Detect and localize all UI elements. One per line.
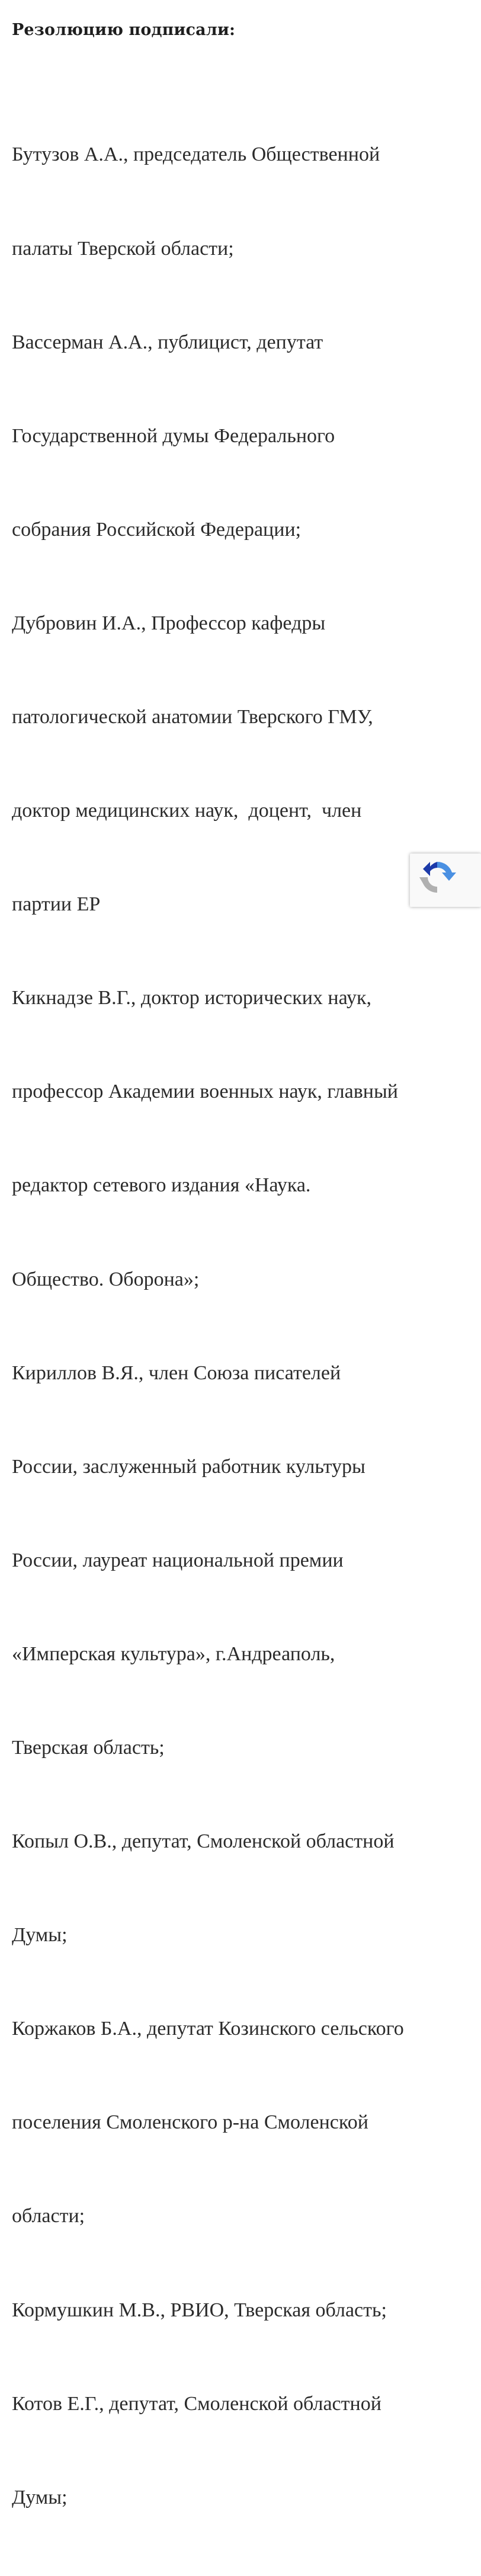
text-line: палаты Тверской области; <box>12 237 234 260</box>
text-line: области; <box>12 2205 85 2227</box>
text-line: профессор Академии военных наук, главный <box>12 1081 398 1103</box>
text-line: Бутузов А.А., председатель Общественной <box>12 143 380 166</box>
text-line: партии ЕР <box>12 893 101 916</box>
text-line: Тверская область; <box>12 1737 165 1759</box>
text-line: Кириллов В.Я., член Союза писателей <box>12 1361 341 1384</box>
text-line: «Имперская культура», г.Андреаполь, <box>12 1642 335 1665</box>
text-line: Кикнадзе В.Г., доктор исторических наук, <box>12 987 372 1009</box>
text-line: Котов Е.Г., депутат, Смоленской областной <box>12 2392 381 2415</box>
text-line: Коржаков Б.А., депутат Козинского сельского <box>12 2018 404 2040</box>
text-line: Общество. Оборона»; <box>12 1268 200 1290</box>
text-line: Думы; <box>12 2486 68 2508</box>
text-line: Думы; <box>12 1924 68 1947</box>
text-line: Вассерман А.А., публицист, депутат <box>12 331 323 353</box>
text-line: собрания Российской Федерации; <box>12 518 302 541</box>
text-line: поселения Смоленского р-на Смоленской <box>12 2111 368 2134</box>
text-line: России, заслуженный работник культуры <box>12 1455 365 1478</box>
text-line: редактор сетевого издания «Наука. <box>12 1174 311 1197</box>
recaptcha-icon <box>415 857 460 899</box>
text-line: Государственной думы Федерального <box>12 424 335 447</box>
signatories-heading: Резолюцию подписали: <box>12 21 236 39</box>
text-line: Копыл О.В., депутат, Смоленской областной <box>12 1830 395 1853</box>
text-line: Кормушкин М.В., РВИО, Тверская область; <box>12 2299 387 2321</box>
text-line: патологической анатомии Тверского ГМУ, <box>12 705 373 728</box>
text-line: доктор медицинских наук, доцент, член <box>12 800 362 822</box>
signatories-list <box>12 77 471 2576</box>
recaptcha-badge[interactable] <box>410 854 481 907</box>
text-line: Дубровин И.А., Профессор кафедры <box>12 612 326 634</box>
text-line: России, лауреат национальной премии <box>12 1549 344 1571</box>
